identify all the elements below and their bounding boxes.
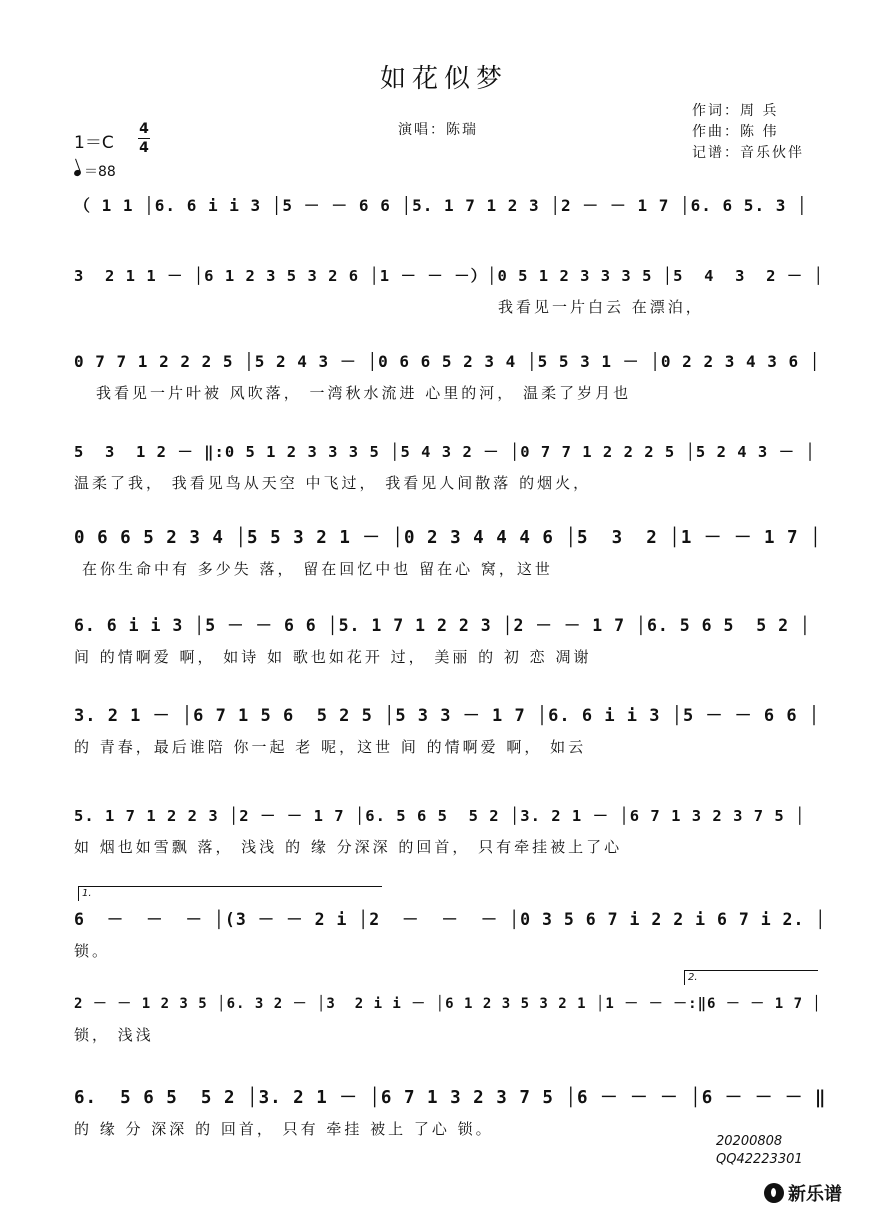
lyric-line: 锁， 浅浅	[74, 1026, 154, 1044]
stamp-qq: QQ42223301	[716, 1152, 803, 1167]
notation-line	[74, 518, 826, 558]
notation-line	[74, 256, 826, 296]
logo-icon	[764, 1183, 784, 1203]
notes-text: 5. 1 7 1 2 2 3 │2 － － 1 7 │6. 5 6 5 5 2 │3. 2 1 － │6 7 1 3 2 3 7 5 │	[74, 807, 806, 825]
time-signature-bottom: 4	[139, 140, 149, 156]
lyric-line: 我看见一片叶被 风吹落， 一湾秋水流进 心里的河， 温柔了岁月也	[96, 384, 632, 402]
score-system-2	[74, 256, 826, 320]
score-system-7	[74, 696, 826, 760]
notation-line	[74, 186, 826, 226]
lyric-line: 我看见一片白云 在漂泊，	[498, 298, 704, 316]
notation-line	[74, 796, 826, 836]
key-signature: 1＝C	[74, 133, 114, 153]
singer-credit: 演唱：陈瑞	[398, 122, 478, 138]
notation-line	[74, 696, 826, 736]
notation-line	[74, 432, 826, 472]
lyric-line: 在你生命中有 多少失 落， 留在回忆中也 留在心 窝，这世	[82, 560, 553, 578]
tempo-marking	[74, 161, 116, 181]
score-system-1	[74, 186, 826, 250]
transcriber-credit: 记谱：音乐伙伴	[692, 145, 804, 161]
lyricist-credit: 作词：周 兵	[692, 103, 779, 119]
quarter-note-icon	[73, 169, 82, 177]
score-system-5	[74, 518, 826, 582]
score-system-6	[74, 606, 826, 670]
notes-text: 6. 6 i i 3 │5 － － 6 6 │5. 1 7 1 2 2 3 │2 － － 1 7 │6. 5 6 5 5 2 │	[74, 616, 811, 635]
composer-credit: 作曲：陈 伟	[692, 124, 779, 140]
tempo-value: ＝88	[84, 164, 116, 180]
notes-text: 3 2 1 1 － │6 1 2 3 5 3 2 6 │1 － － －）│0 5 1 2 3 3 3 5 │5 4 3 2 － │	[74, 267, 824, 285]
score-system-11	[74, 1078, 826, 1142]
notation-line	[74, 984, 826, 1024]
lyric-line: 温柔了我， 我看见鸟从天空 中飞过， 我看见人间散落 的烟火，	[74, 474, 592, 492]
notes-text: 2 － － 1 2 3 5 │6. 3 2 － │3 2 i i － │6 1 2 3 5 3 2 1 │1 － － －:‖6 － － 1 7 │	[74, 996, 822, 1012]
notes-text: 0 7 7 1 2 2 2 5 │5 2 4 3 － │0 6 6 5 2 3 4 │5 5 3 1 － │0 2 2 3 4 3 6 │	[74, 352, 821, 371]
score-system-3	[74, 342, 826, 406]
score-system-10	[74, 984, 826, 1048]
lyric-line: 间 的情啊爱 啊， 如诗 如 歌也如花开 过， 美丽 的 初 恋 凋谢	[74, 648, 592, 666]
transcription-stamp	[716, 1133, 803, 1169]
time-signature-top: 4	[139, 121, 149, 137]
notation-line	[74, 606, 826, 646]
lyric-line: 如 烟也如雪飘 落， 浅浅 的 缘 分深深 的回首， 只有牵挂被上了心	[74, 838, 623, 856]
score-system-4	[74, 432, 826, 496]
score-system-8	[74, 796, 826, 860]
notes-text: 6 － － － │(3 － － 2 i │2 － － － │0 3 5 6 7 i 2 2 i 6 7 i 2. │	[74, 910, 826, 929]
logo-text: 新乐谱	[788, 1184, 842, 1205]
notation-line	[74, 342, 826, 382]
notation-line	[74, 900, 826, 940]
lyric-line	[74, 226, 826, 250]
time-signature	[138, 121, 150, 156]
time-signature-line	[138, 138, 150, 139]
notes-text: 3. 2 1 － │6 7 1 5 6 5 2 5 │5 3 3 － 1 7 │6. 6 i i 3 │5 － － 6 6 │	[74, 706, 821, 726]
lyric-line: 的 青春，最后谁陪 你一起 老 呢，这世 间 的情啊爱 啊， 如云	[74, 738, 587, 756]
credits-block	[692, 101, 804, 164]
lyric-line: 的 缘 分 深深 的 回首， 只有 牵挂 被上 了心 锁。	[74, 1120, 494, 1138]
song-title: 如花似梦	[379, 64, 508, 94]
site-logo	[764, 1180, 842, 1206]
first-ending-bracket: 1.	[78, 886, 382, 901]
second-ending-bracket: 2.	[684, 970, 818, 985]
notes-text: 6. 5 6 5 5 2 │3. 2 1 － │6 7 1 3 2 3 7 5 │6 － － － │6 － － － ‖	[74, 1088, 826, 1108]
score-system-9	[74, 900, 826, 964]
lyric-line: 锁。	[74, 942, 111, 960]
notes-text: （ 1 1 │6. 6 i i 3 │5 － － 6 6 │5. 1 7 1 2 3 │2 － － 1 7 │6. 6 5. 3 │	[74, 196, 808, 215]
notes-text: 5 3 1 2 － ‖:0 5 1 2 3 3 3 5 │5 4 3 2 － │0 7 7 1 2 2 2 5 │5 2 4 3 － │	[74, 443, 816, 461]
stamp-date: 20200808	[716, 1134, 783, 1149]
notation-line	[74, 1078, 826, 1118]
notes-text: 0 6 6 5 2 3 4 │5 5 3 2 1 － │0 2 3 4 4 4 6 │5 3 2 │1 － － 1 7 │	[74, 528, 822, 548]
